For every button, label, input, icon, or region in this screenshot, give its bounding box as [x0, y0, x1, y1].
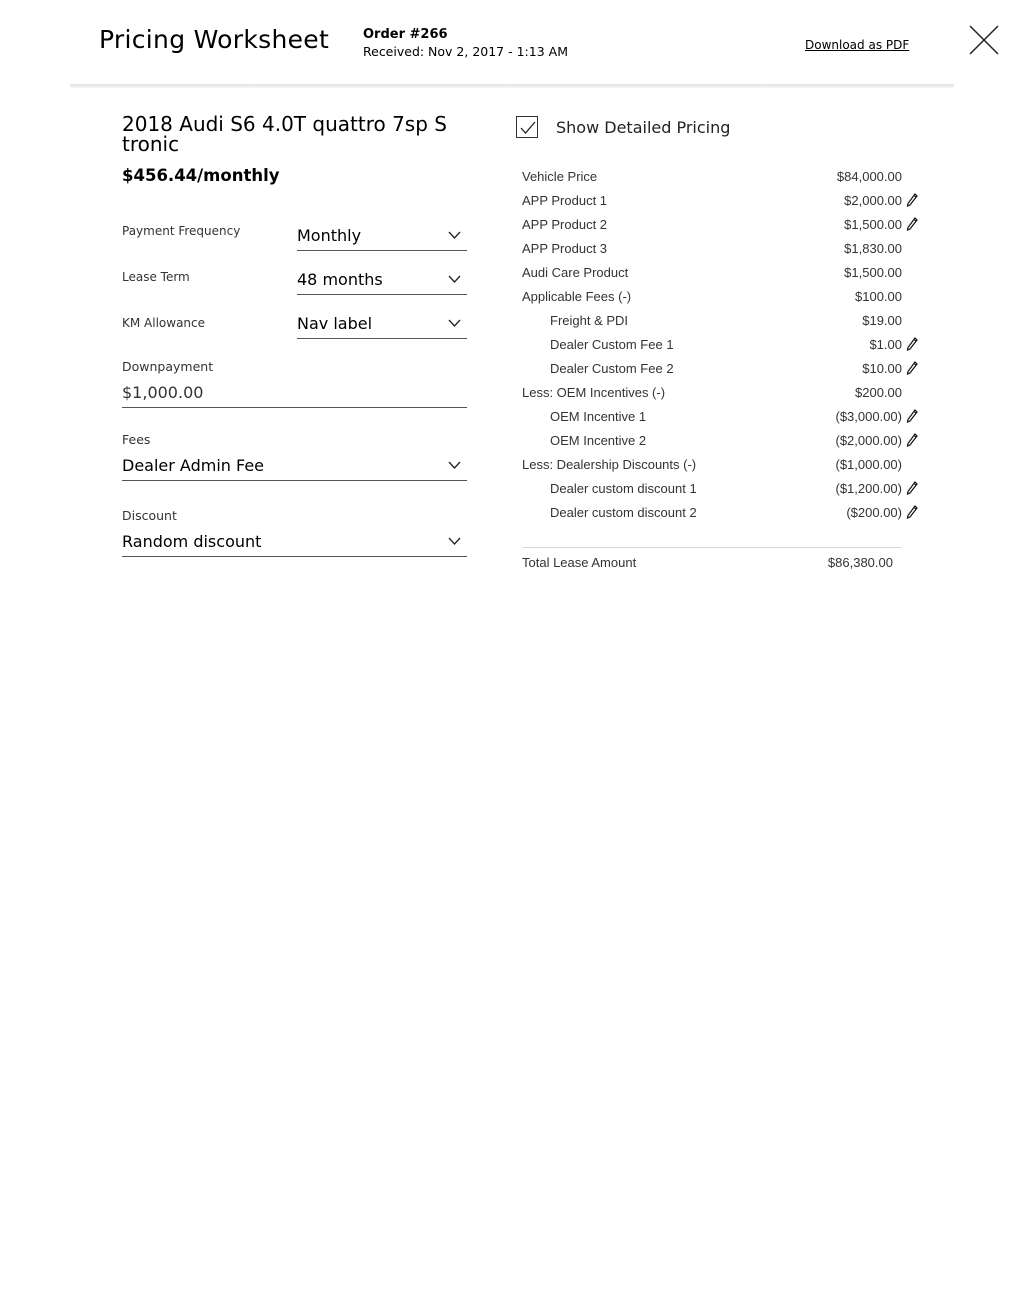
pricing-row-amount: ($3,000.00)	[835, 409, 902, 424]
pricing-row-amount: $2,000.00	[844, 193, 902, 208]
checkmark-icon	[520, 121, 536, 135]
pricing-row	[522, 262, 902, 282]
pricing-row-amount: $1.00	[869, 337, 902, 352]
pricing-row-label: Dealer Custom Fee 2	[550, 361, 674, 376]
payment-frequency-label: Payment Frequency	[122, 224, 241, 238]
pricing-row	[522, 430, 902, 450]
total-label: Total Lease Amount	[522, 555, 637, 570]
pricing-row-label: OEM Incentive 2	[550, 433, 647, 448]
pricing-row	[522, 238, 902, 258]
pencil-icon[interactable]	[906, 337, 918, 351]
pricing-row	[522, 214, 902, 234]
pricing-row	[522, 310, 902, 330]
fees-value: Dealer Admin Fee	[122, 456, 265, 475]
pricing-row-label: Audi Care Product	[522, 265, 629, 280]
pencil-icon[interactable]	[906, 217, 918, 231]
pricing-row-label: Vehicle Price	[522, 169, 598, 184]
km-allowance-value: Nav label	[297, 314, 373, 333]
total-amount: $86,380.00	[827, 555, 893, 570]
pricing-row-label: Dealer custom discount 1	[550, 481, 697, 496]
total-row	[522, 552, 893, 572]
lease-term-select[interactable]	[297, 268, 467, 295]
pricing-row-label: Applicable Fees (-)	[522, 289, 632, 304]
order-received-date: Received: Nov 2, 2017 - 1:13 AM	[363, 44, 568, 59]
close-icon[interactable]	[968, 24, 1000, 56]
pencil-icon[interactable]	[906, 409, 918, 423]
pencil-icon[interactable]	[906, 505, 918, 519]
pricing-row	[522, 334, 902, 354]
chevron-down-icon	[448, 319, 461, 327]
pricing-row-amount: $100.00	[855, 289, 902, 304]
pricing-row	[522, 166, 902, 186]
pricing-row-amount: $84,000.00	[836, 169, 902, 184]
vehicle-name: 2018 Audi S6 4.0T quattro 7sp S tronic	[122, 112, 447, 156]
lease-term-value: 48 months	[297, 270, 383, 289]
discount-value: Random discount	[122, 532, 262, 551]
pricing-row	[522, 502, 902, 522]
pricing-row-amount: $1,830.00	[844, 241, 902, 256]
discount-select[interactable]	[122, 530, 467, 557]
pencil-icon[interactable]	[906, 361, 918, 375]
pricing-row	[522, 190, 902, 210]
pricing-row-label: Freight & PDI	[550, 313, 629, 328]
pricing-row-amount: $1,500.00	[844, 217, 902, 232]
pricing-row-label: Dealer custom discount 2	[550, 505, 697, 520]
chevron-down-icon	[448, 537, 461, 545]
pricing-row-amount: $200.00	[855, 385, 902, 400]
discount-label: Discount	[122, 508, 177, 523]
show-detailed-pricing-label: Show Detailed Pricing	[556, 118, 731, 137]
pricing-row-amount: ($200.00)	[846, 505, 902, 520]
pricing-row-label: OEM Incentive 1	[550, 409, 647, 424]
pricing-row	[522, 478, 902, 498]
payment-frequency-select[interactable]	[297, 224, 467, 251]
pricing-row	[522, 286, 902, 306]
download-pdf-link[interactable]: Download as PDF	[805, 38, 910, 52]
pencil-icon[interactable]	[906, 433, 918, 447]
pricing-row-label: APP Product 1	[522, 193, 608, 208]
page-title: Pricing Worksheet	[99, 25, 330, 54]
pencil-icon[interactable]	[906, 481, 918, 495]
pricing-row-amount: ($1,200.00)	[835, 481, 902, 496]
pricing-row-amount: ($1,000.00)	[835, 457, 902, 472]
header	[0, 0, 1024, 86]
pricing-row-amount: $1,500.00	[844, 265, 902, 280]
pencil-icon[interactable]	[906, 193, 918, 207]
chevron-down-icon	[448, 275, 461, 283]
pricing-row	[522, 382, 902, 402]
chevron-down-icon	[448, 231, 461, 239]
monthly-payment: $456.44/monthly	[122, 166, 280, 185]
pricing-row-amount: $19.00	[862, 313, 902, 328]
downpayment-value: $1,000.00	[122, 383, 204, 402]
fees-label: Fees	[122, 432, 151, 447]
pricing-row	[522, 454, 902, 474]
pricing-row-amount: $10.00	[862, 361, 902, 376]
km-allowance-select[interactable]	[297, 312, 467, 339]
km-allowance-label: KM Allowance	[122, 316, 206, 330]
fees-select[interactable]	[122, 454, 467, 481]
pricing-row	[522, 406, 902, 426]
header-divider	[70, 84, 954, 89]
pricing-row-label: Less: Dealership Discounts (-)	[522, 457, 697, 472]
chevron-down-icon	[448, 461, 461, 469]
show-detailed-pricing-checkbox[interactable]	[516, 116, 538, 138]
pricing-row-label: APP Product 2	[522, 217, 608, 232]
downpayment-label: Downpayment	[122, 359, 214, 374]
pricing-row	[522, 358, 902, 378]
payment-frequency-value: Monthly	[297, 226, 362, 245]
pricing-row-label: Dealer Custom Fee 1	[550, 337, 674, 352]
pricing-row-label: APP Product 3	[522, 241, 608, 256]
total-divider	[522, 547, 902, 548]
lease-term-label: Lease Term	[122, 270, 190, 284]
order-number: Order #266	[363, 27, 448, 42]
pricing-row-amount: ($2,000.00)	[835, 433, 902, 448]
pricing-row-label: Less: OEM Incentives (-)	[522, 385, 666, 400]
downpayment-input[interactable]	[122, 381, 467, 408]
